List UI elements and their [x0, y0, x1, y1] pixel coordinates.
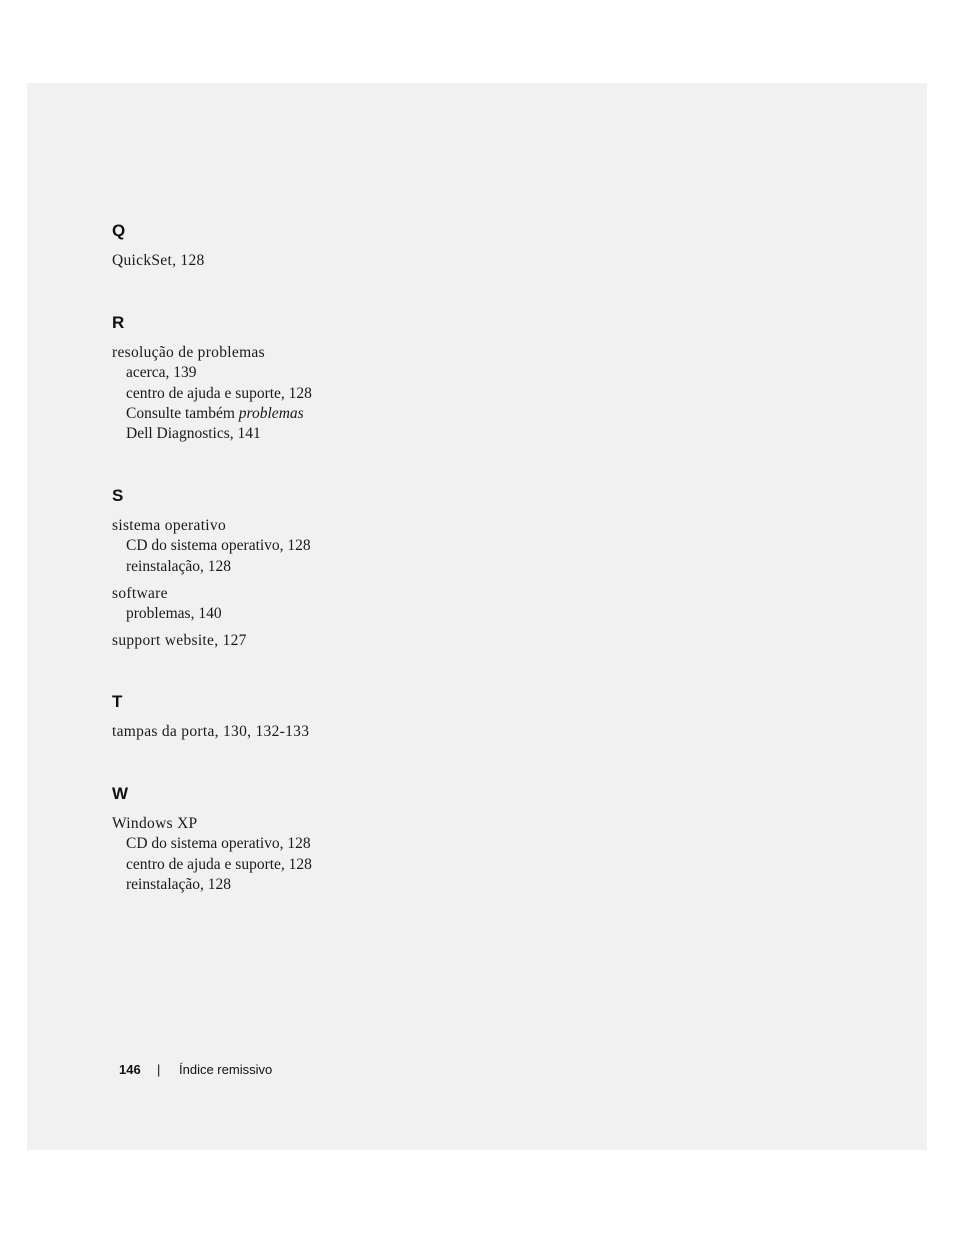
index-section-r	[112, 313, 312, 444]
index-term: QuickSet, 128	[112, 252, 205, 269]
index-term: Windows XP	[112, 815, 198, 832]
index-subentry: CD do sistema operativo, 128	[126, 537, 311, 555]
index-subentry: reinstalação, 128	[126, 875, 232, 893]
index-subentry: centro de ajuda e suporte, 128	[126, 855, 312, 873]
index-term: support website, 127	[112, 632, 247, 650]
index-entry	[112, 584, 311, 625]
index-entry	[112, 631, 311, 651]
cross-reference-prefix: Consulte também	[126, 404, 239, 422]
footer-title: Índice remissivo	[179, 1062, 273, 1077]
index-section-q	[112, 221, 205, 271]
section-letter: Q	[112, 221, 126, 240]
index-subentry: acerca, 139	[126, 364, 197, 382]
index-term: resolução de problemas	[112, 344, 265, 361]
index-term: sistema operativo	[112, 517, 227, 534]
index-section-w	[112, 784, 312, 895]
section-letter: T	[112, 692, 123, 711]
index-entry	[112, 722, 309, 742]
index-cross-reference	[112, 404, 312, 424]
entries-list	[112, 251, 205, 271]
section-letter: S	[112, 486, 124, 505]
index-term: software	[112, 584, 168, 602]
entries-list	[112, 343, 312, 444]
index-subentry: reinstalação, 128	[126, 557, 232, 575]
entries-list	[112, 722, 309, 742]
cross-reference-target: problemas	[238, 404, 304, 422]
section-letter: R	[112, 313, 125, 332]
index-section-s	[112, 486, 311, 652]
index-entry	[112, 516, 311, 577]
index-entry	[112, 251, 205, 271]
index-subentry: centro de ajuda e suporte, 128	[126, 384, 312, 402]
index-term: tampas da porta, 130, 132-133	[112, 723, 310, 740]
entries-list	[112, 516, 311, 652]
index-entry	[112, 814, 312, 895]
entries-list	[112, 814, 312, 895]
index-entry	[112, 343, 312, 444]
index-subentry: Dell Diagnostics, 141	[126, 425, 261, 443]
index-section-t	[112, 692, 309, 742]
page-number: 146	[119, 1062, 141, 1077]
index-subentry: problemas, 140	[126, 605, 222, 623]
footer-separator: |	[157, 1062, 161, 1077]
section-letter: W	[112, 784, 129, 803]
index-subentry: CD do sistema operativo, 128	[126, 835, 311, 853]
